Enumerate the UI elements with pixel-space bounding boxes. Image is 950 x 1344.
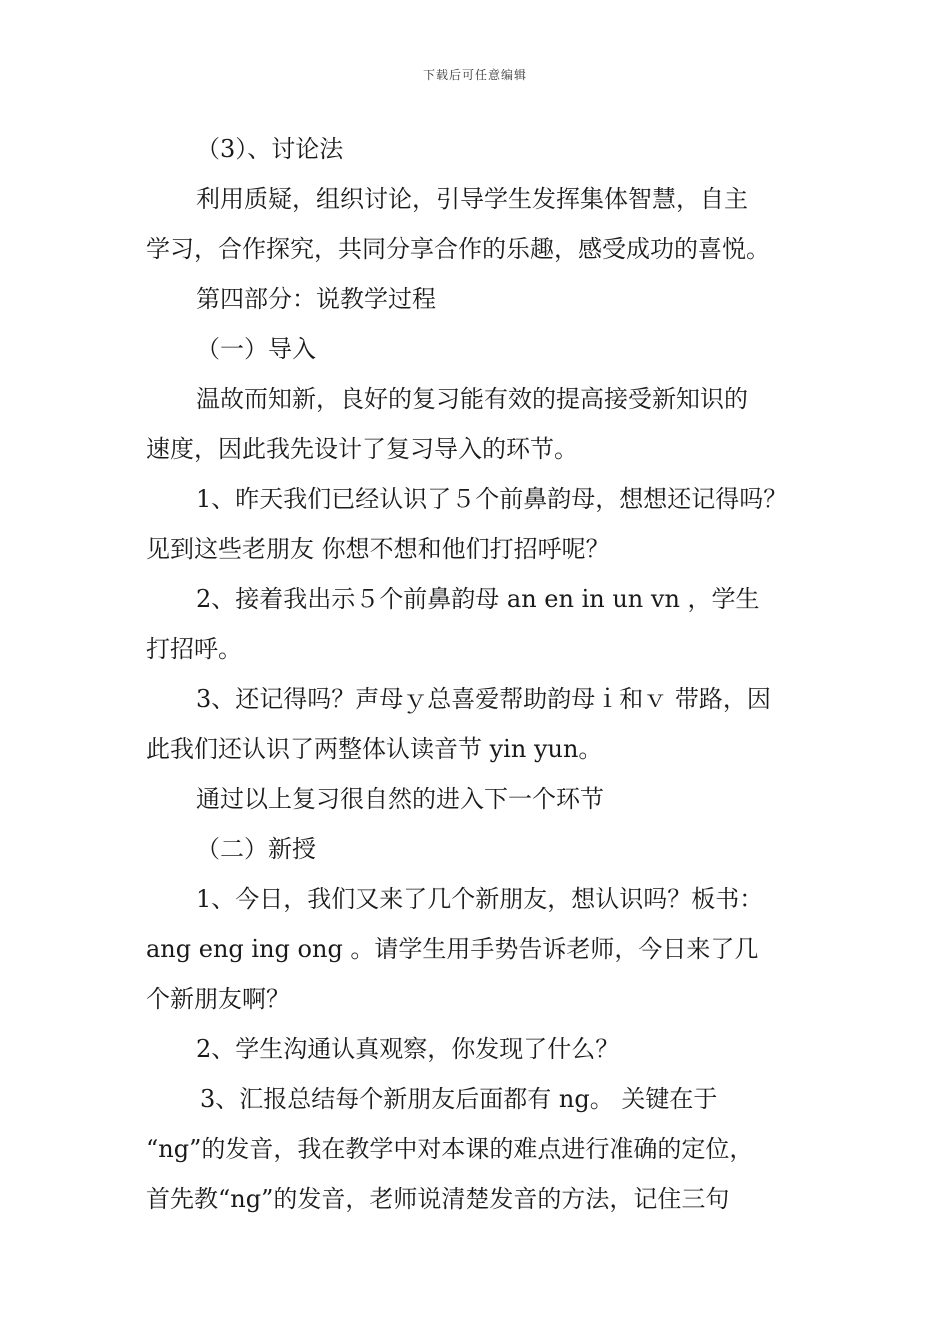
list-item-line: “ng”的发音，我在教学中对本课的难点进行准确的定位， — [146, 1135, 754, 1163]
list-item-line: 1、今日，我们又来了几个新朋友，想认识吗？板书： — [196, 885, 764, 913]
list-item-line: 见到这些老朋友 你想不想和他们打招呼呢？ — [146, 535, 610, 563]
paragraph-line: 速度，因此我先设计了复习导入的环节。 — [146, 435, 578, 463]
list-item-line: 2、接着我出示５个前鼻韵母 an en in un vn ，学生 — [196, 585, 760, 613]
paragraph-line: 利用质疑，组织讨论，引导学生发挥集体智慧，自主 — [196, 185, 748, 213]
subheading-new-lesson: （二）新授 — [196, 835, 316, 863]
paragraph-line: 学习，合作探究，共同分享合作的乐趣，感受成功的喜悦。 — [146, 235, 770, 263]
subheading-introduction: （一）导入 — [196, 335, 316, 363]
paragraph-line: 通过以上复习很自然的进入下一个环节 — [196, 785, 604, 813]
paragraph-line: 温故而知新，良好的复习能有效的提高接受新知识的 — [196, 385, 748, 413]
section-title-teaching-process: 第四部分：说教学过程 — [196, 285, 436, 313]
list-item-line: 3、还记得吗？声母ｙ总喜爱帮助韵母ｉ和ｖ 带路，因 — [196, 685, 771, 713]
list-item-line: ang eng ing ong 。请学生用手势告诉老师，今日来了几 — [146, 935, 759, 963]
page-header: 下载后可任意编辑 — [422, 68, 527, 82]
list-item-line: 个新朋友啊？ — [146, 985, 290, 1013]
list-item-line: 首先教“ng”的发音，老师说清楚发音的方法，记住三句 — [146, 1185, 730, 1213]
list-item-line: 打招呼。 — [146, 635, 242, 663]
list-item-line: 1、昨天我们已经认识了５个前鼻韵母，想想还记得吗？ — [196, 485, 788, 513]
list-item-line: 3、汇报总结每个新朋友后面都有 ng。 关键在于 — [200, 1085, 718, 1113]
list-item-line: 此我们还认识了两整体认读音节 yin yun。 — [146, 735, 603, 763]
heading-discussion-method: （3）、讨论法 — [196, 135, 344, 163]
list-item-line: 2、学生沟通认真观察，你发现了什么？ — [196, 1035, 620, 1063]
